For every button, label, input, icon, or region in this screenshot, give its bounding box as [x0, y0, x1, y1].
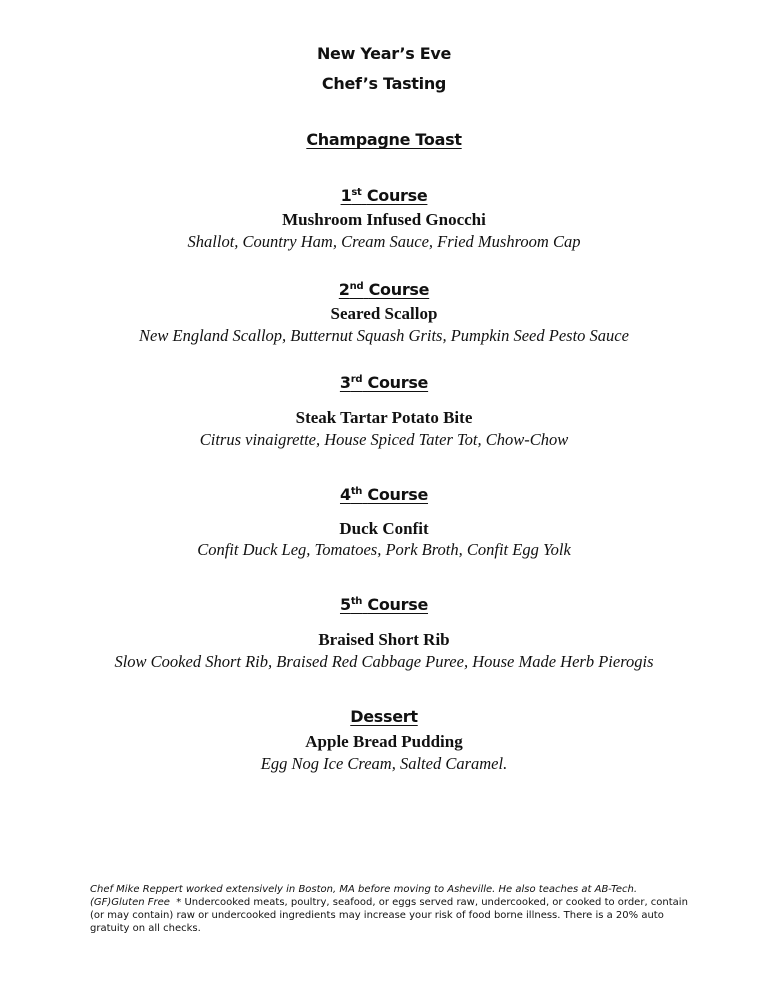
- menu-footer: [90, 883, 690, 935]
- dessert-heading: Dessert: [350, 707, 418, 726]
- course-2-heading: [0, 280, 768, 299]
- course-number: 3: [339, 373, 351, 392]
- course-5-dish: Braised Short Rib: [318, 630, 450, 649]
- food-safety-disclaimer: * Undercooked meats, poultry, seafood, or eggs served raw, undercooked, or cooked to order, contain (or may contain) raw or undercooked ingredients may increase your risk of food borne illness. There is a 20% auto gratuity on all checks.: [90, 897, 688, 934]
- course-word: Course: [368, 280, 430, 299]
- course-word: Course: [367, 595, 429, 614]
- course-2-dish: Seared Scallop: [330, 304, 438, 323]
- course-1-heading: [0, 186, 768, 205]
- course-4-description: Confit Duck Leg, Tomatoes, Pork Broth, Confit Egg Yolk: [197, 540, 571, 559]
- dessert-description: Egg Nog Ice Cream, Salted Caramel.: [260, 754, 508, 773]
- footer-disclaimer-block: [90, 896, 690, 935]
- course-word: Course: [367, 485, 429, 504]
- course-4-dish: Duck Confit: [339, 519, 429, 538]
- menu-title-line2: Chef’s Tasting: [321, 74, 447, 93]
- course-number: 1: [340, 186, 352, 205]
- course-number: 5: [339, 595, 351, 614]
- course-3-heading: [0, 373, 768, 392]
- course-5-heading: [0, 595, 768, 614]
- gluten-free-legend: (GF)Gluten Free: [90, 897, 170, 908]
- course-2-description: New England Scallop, Butternut Squash Grits, Pumpkin Seed Pesto Sauce: [139, 326, 629, 345]
- course-suffix: th: [350, 596, 363, 607]
- course-3-description: Citrus vinaigrette, House Spiced Tater Tot, Chow-Chow: [199, 430, 569, 449]
- course-number: 2: [338, 280, 350, 299]
- course-3-dish: Steak Tartar Potato Bite: [295, 408, 473, 427]
- course-suffix: th: [350, 486, 363, 497]
- course-suffix: nd: [349, 281, 364, 292]
- course-1-dish: Mushroom Infused Gnocchi: [282, 210, 486, 229]
- menu-title-line1: New Year’s Eve: [316, 44, 452, 63]
- course-word: Course: [366, 186, 428, 205]
- course-suffix: st: [351, 187, 362, 198]
- champagne-toast-heading: Champagne Toast: [306, 130, 462, 149]
- course-suffix: rd: [350, 374, 363, 385]
- course-5-description: Slow Cooked Short Rib, Braised Red Cabbage Puree, House Made Herb Pierogis: [114, 652, 654, 671]
- course-word: Course: [367, 373, 429, 392]
- course-4-heading: [0, 485, 768, 504]
- course-number: 4: [339, 485, 351, 504]
- dessert-dish: Apple Bread Pudding: [305, 732, 463, 751]
- chef-note: Chef Mike Reppert worked extensively in Boston, MA before moving to Asheville. He also teaches at AB-Tech.: [90, 884, 638, 895]
- course-1-description: Shallot, Country Ham, Cream Sauce, Fried Mushroom Cap: [187, 232, 581, 251]
